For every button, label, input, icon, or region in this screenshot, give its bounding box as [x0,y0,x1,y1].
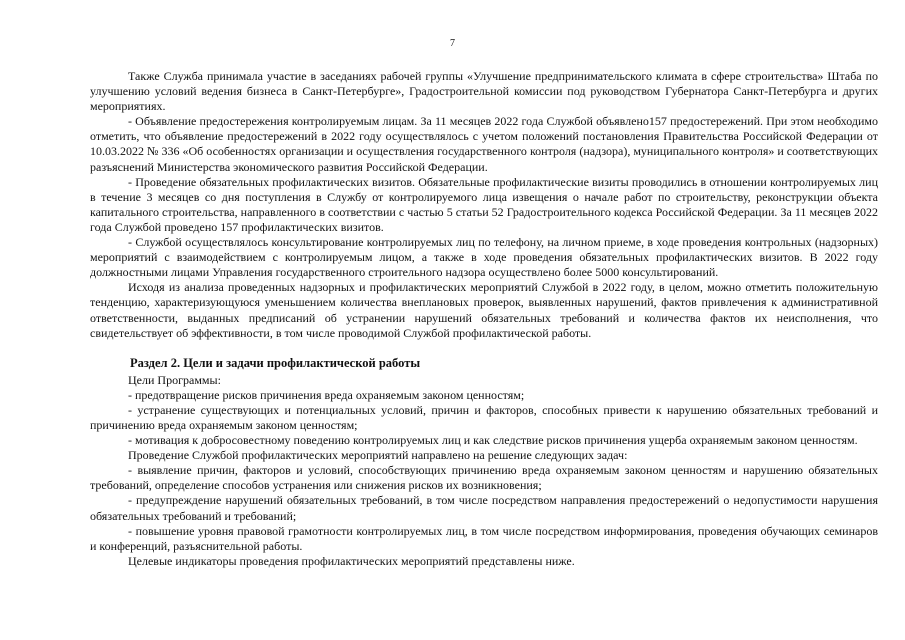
paragraph-working-group: Также Служба принимала участие в заседаниях рабочей группы «Улучшение предпринимательского климата в сфере строительства» Штаба по улучшению условий ведения бизнеса в Санкт-Петербурге», Градостроительной комиссии под руководством Губернатора Санкт-Петербурга и других мероприятиях. [90,69,878,114]
list-item-goal-3: - мотивация к добросовестному поведению контролируемых лиц и как следствие рисков причинения ущерба охраняемым законом ценностям. [128,433,858,448]
paragraph-consulting: - Службой осуществлялось консультирование контролируемых лиц по телефону, на личном приеме, в ходе проведения контрольных (надзорных) мероприятий с взаимодействием с контролируемым лицом, а также в ходе проведения обязательных профилактических визитов. В 2022 году должностными лицами Управления государственного строительного надзора осуществлено более 5000 консультирований. [90,235,878,280]
paragraph-warnings: - Объявление предостережения контролируемым лицам. За 11 месяцев 2022 года Службой объявлено157 предостережений. При этом необходимо отметить, что объявление предостережений в 2022 году осуществлялось с учетом положений постановления Правительства Российской Федерации от 10.03.2022 № 336 «Об особенностях организации и осуществления государственного контроля (надзора), муниципального контроля» и соответствующих разъяснений Министерства экономического развития Российской Федерации. [90,114,878,174]
list-item-goal-2: - устранение существующих и потенциальных условий, причин и факторов, способных привести к нарушению обязательных требований и причинению вреда охраняемым законом ценностям; [90,402,878,432]
paragraph-tasks-title: Проведение Службой профилактических мероприятий направлено на решение следующих задач: [128,448,628,463]
document-body [90,69,878,569]
list-item-task-3: - повышение уровня правовой грамотности контролируемых лиц, в том числе посредством информирования, проведения обучающих семинаров и конференций, разъяснительной работы. [90,523,878,553]
paragraph-goals-title: Цели Программы: [128,372,221,387]
list-item-task-2: - предупреждение нарушений обязательных требований, в том числе посредством направления предостережений о недопустимости нарушения обязательных требований и требований; [90,493,878,523]
paragraph-preventive-visits: - Проведение обязательных профилактических визитов. Обязательные профилактические визиты проводились в отношении контролируемых лиц в течение 3 месяцев со дня поступления в Службу от контролируемого лица извещения о начале работ по строительству, реконструкции объекта капитального строительства, направленного в соответствии с частью 5 статьи 52 Градостроительного кодекса Российской Федерации. За 11 месяцев 2022 года Службой проведено 157 профилактических визитов. [90,174,878,234]
list-item-task-1: - выявление причин, факторов и условий, способствующих причинению вреда охраняемым законом ценностям и нарушению обязательных требований, определение способов устранения или снижения рисков их возникновения; [90,463,878,493]
paragraph-indicators: Целевые индикаторы проведения профилактических мероприятий представлены ниже. [128,553,575,568]
paragraph-analysis: Исходя из анализа проведенных надзорных и профилактических мероприятий Службой в 2022 году, в целом, можно отметить положительную тенденцию, характеризующуюся уменьшением количества внеплановых проверок, выявленных нарушений, фактов привлечения к административной ответственности, выданных предписаний об устранении нарушений обязательных требований и количества фактов их неисполнения, что свидетельствует об эффективности, в том числе проводимой Службой профилактической работы. [90,280,878,340]
page-number: 7 [450,38,455,49]
list-item-goal-1: - предотвращение рисков причинения вреда охраняемым законом ценностям; [128,387,525,402]
section-heading: Раздел 2. Цели и задачи профилактической работы [130,355,421,370]
